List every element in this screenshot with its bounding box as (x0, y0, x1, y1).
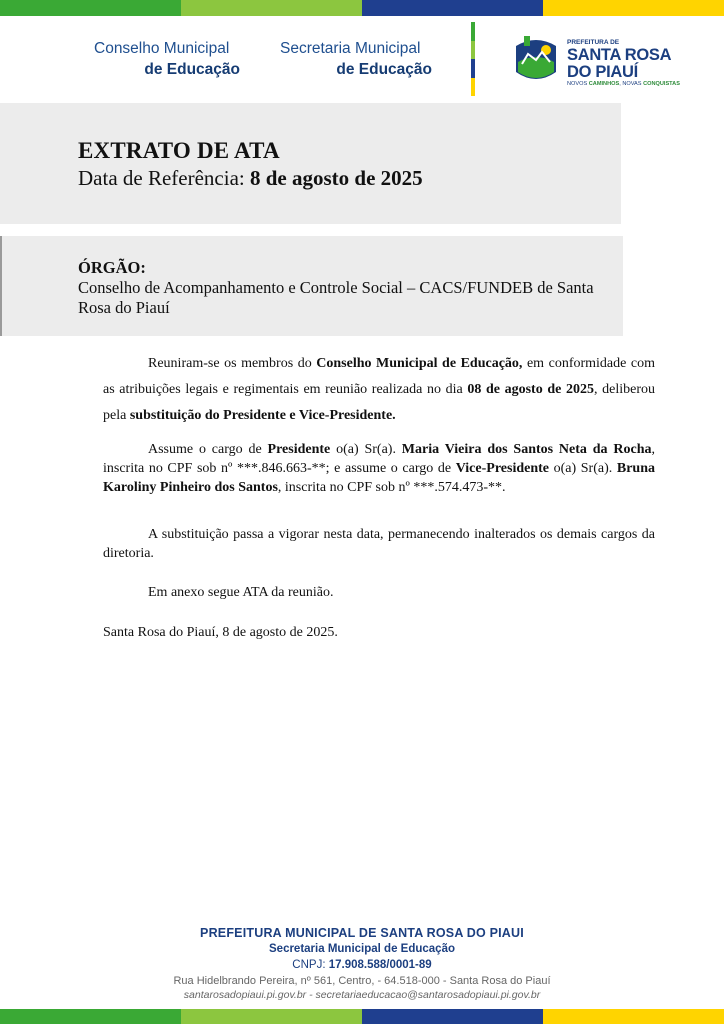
place-and-date: Santa Rosa do Piauí, 8 de agosto de 2025. (103, 625, 338, 640)
footer-secretariat: Secretaria Municipal de Educação (269, 943, 455, 955)
reference-date: Data de Referência: 8 de agosto de 2025 (78, 166, 423, 190)
logo-slogan: NOVOS CAMINHOS, NOVAS CONQUISTAS (567, 81, 680, 87)
paragraph-attachment: Em anexo segue ATA da reunião. (148, 585, 334, 600)
secretariat-header (280, 38, 432, 80)
footer-city-hall: PREFEITURA MUNICIPAL DE SANTA ROSA DO PIAUI (200, 926, 524, 940)
municipality-emblem-icon (510, 32, 562, 86)
secretariat-line2: de Educação (336, 61, 432, 78)
council-line1: Conselho Municipal (94, 40, 230, 57)
council-line2: de Educação (144, 61, 240, 78)
footer-address: Rua Hidelbrando Pereira, nº 561, Centro, - 64.518-000 - Santa Rosa do Piauí (173, 975, 551, 987)
bottom-color-stripe (0, 1009, 724, 1024)
logo-prefix: PREFEITURA DE (567, 39, 620, 46)
paragraph-effective: A substituição passa a vigorar nesta data, permanecendo inalterados os demais cargos da diretoria. (103, 527, 655, 561)
organ-label: ÓRGÃO: (78, 258, 146, 277)
organ-value: Conselho de Acompanhamento e Controle Social – CACS/FUNDEB de Santa Rosa do Piauí (78, 278, 594, 317)
organ-box (0, 236, 623, 336)
title-box (0, 103, 621, 224)
logo-name-line1: SANTA ROSA (567, 46, 672, 64)
council-header (94, 38, 240, 80)
page-title: EXTRATO DE ATA (78, 138, 280, 163)
paragraph-meeting: Reuniram-se os membros do Conselho Municipal de Educação, em conformidade com as atribuições legais e regimentais em reunião realizada no dia 08 de agosto de 2025, deliberou pela substituição do Presidente e Vice-Presidente. (103, 356, 656, 423)
logo-name-line2: DO PIAUÍ (567, 63, 638, 81)
footer-cnpj: CNPJ: 17.908.588/0001-89 (292, 959, 432, 971)
municipality-logo (510, 28, 700, 92)
header-divider (471, 22, 475, 96)
top-color-stripe (0, 0, 724, 16)
paragraph-appointments: Assume o cargo de Presidente o(a) Sr(a). Maria Vieira dos Santos Neta da Rocha, inscrita no CPF sob nº ***.846.663-**; e assume o cargo de Vice-Presidente o(a) Sr(a). Bruna Karoliny Pinheiro dos Santos, inscrita no CPF sob nº ***.574.473-**. (103, 442, 655, 495)
footer-emails: santarosadopiaui.pi.gov.br - secretariaeducacao@santarosadopiaui.pi.gov.br (183, 989, 541, 1001)
secretariat-line1: Secretaria Municipal (280, 40, 421, 57)
